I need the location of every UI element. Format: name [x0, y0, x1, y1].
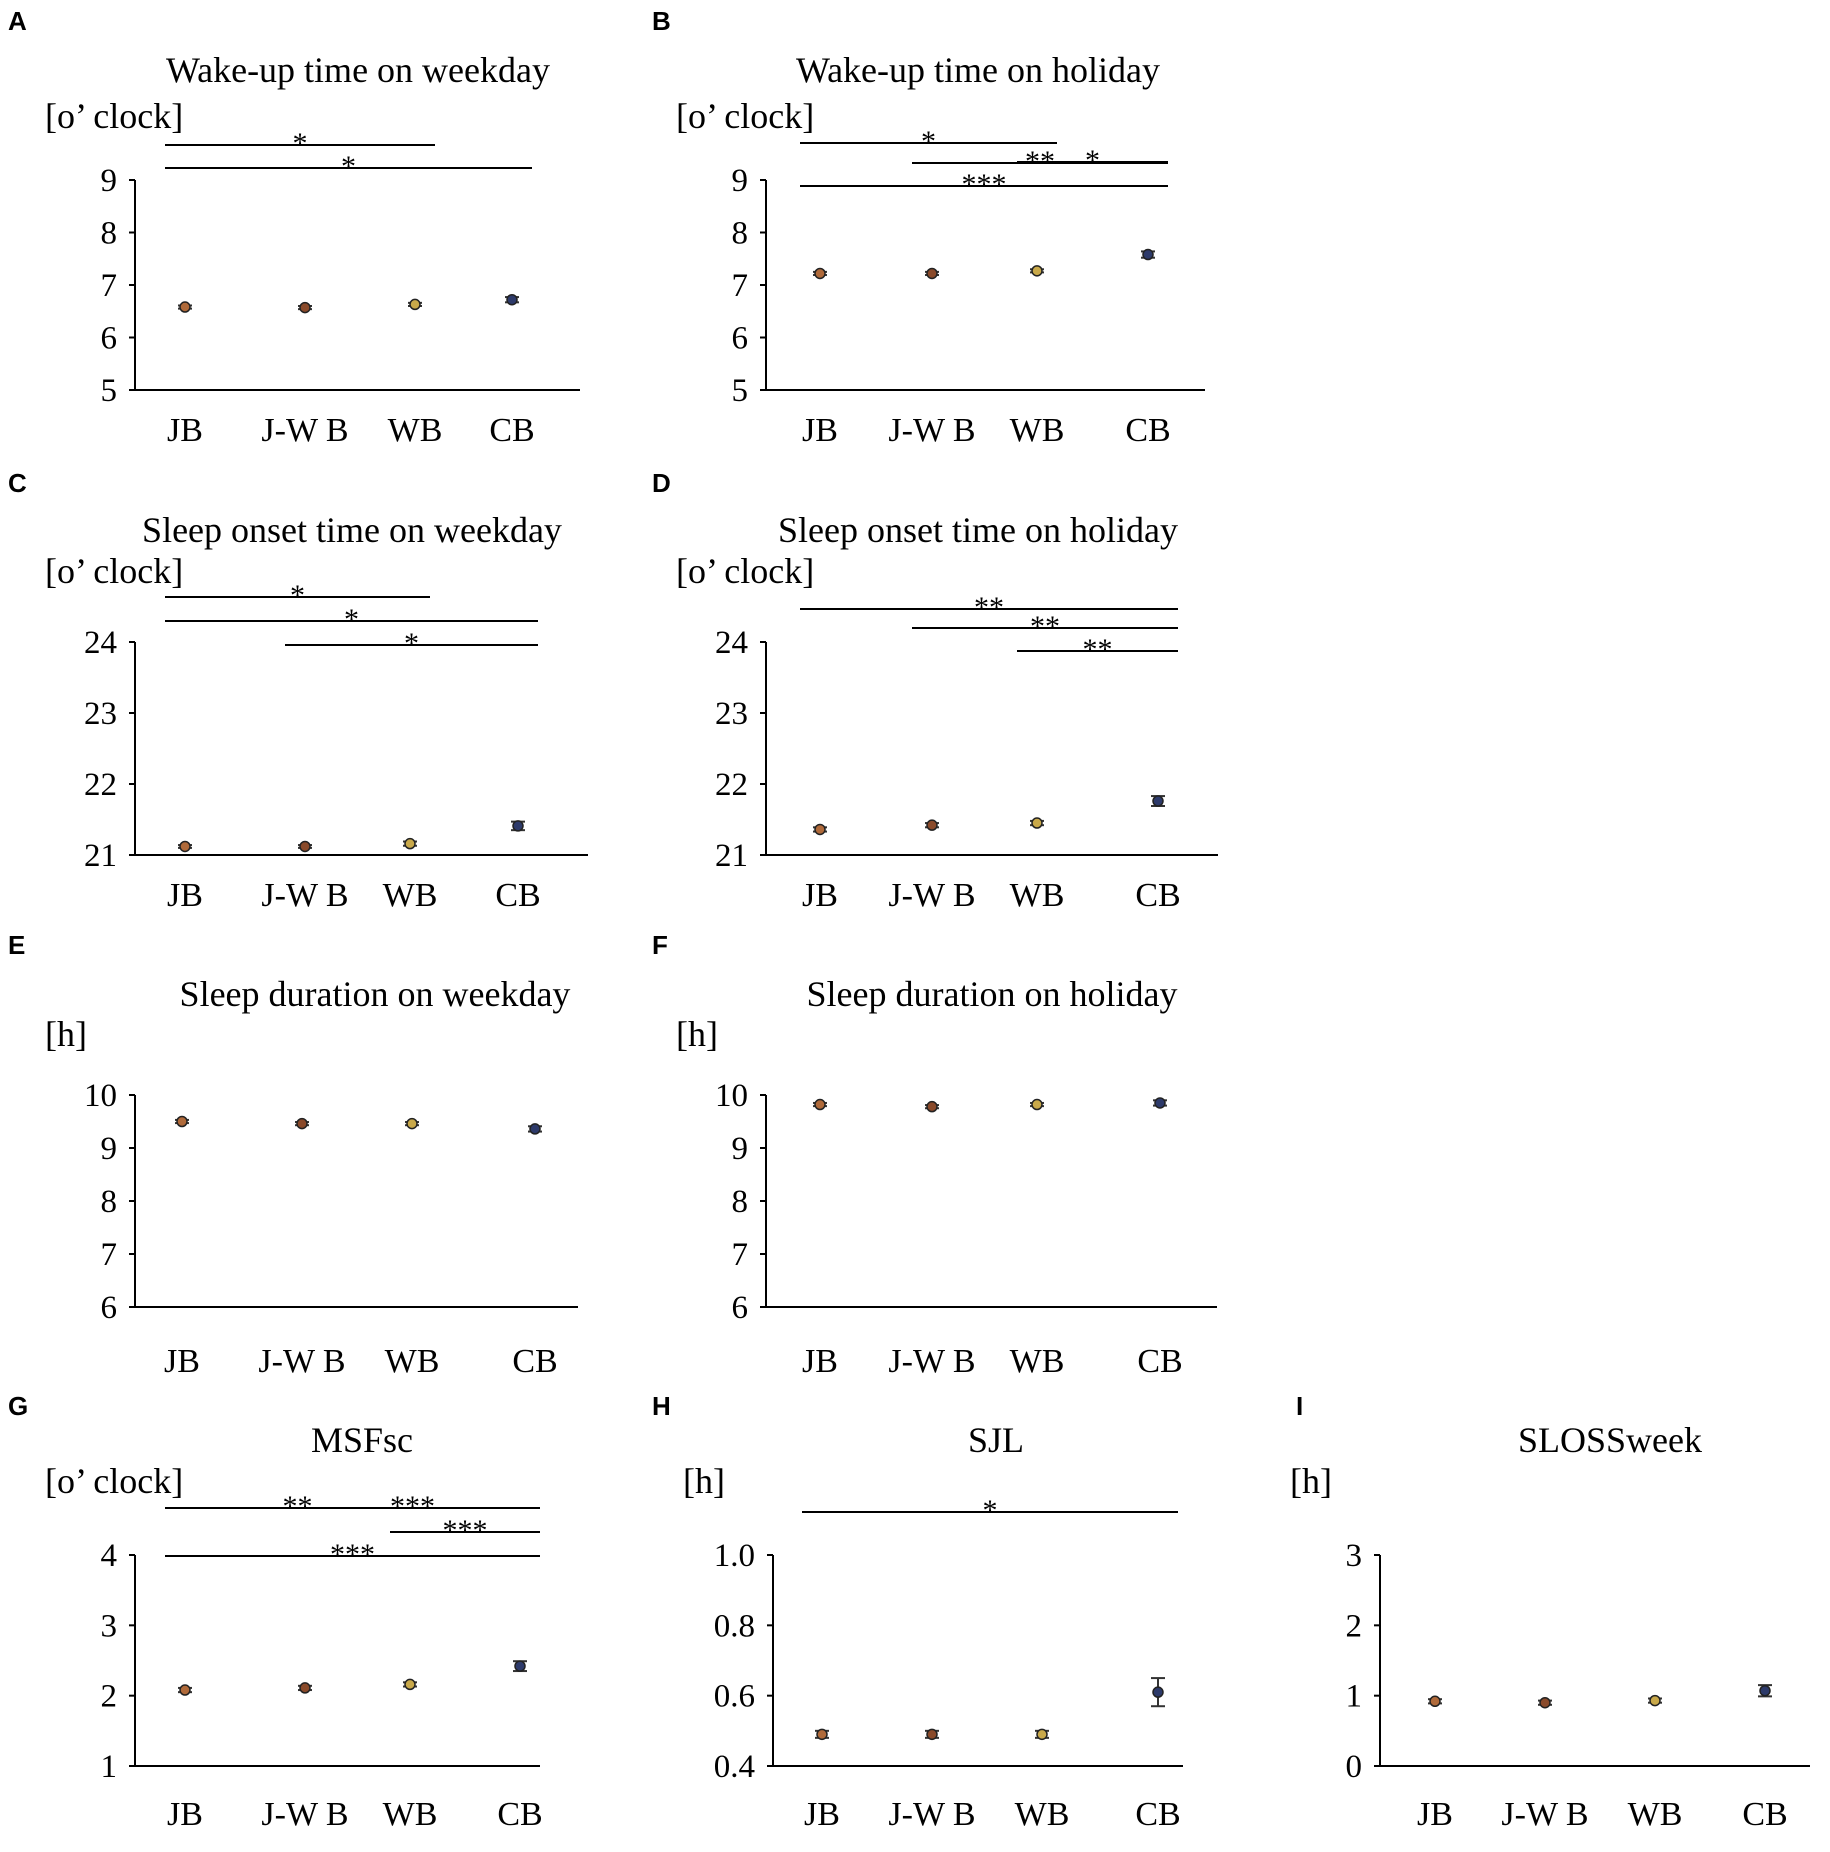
data-point: [297, 1119, 307, 1129]
y-tick-label: 8: [100, 1184, 117, 1220]
y-unit-label: [o’ clock]: [676, 551, 815, 591]
x-category-label: WB: [1014, 1796, 1070, 1833]
y-tick-label: 0: [1345, 1749, 1362, 1785]
x-category-label: WB: [387, 412, 443, 449]
y-unit-label: [o’ clock]: [45, 551, 184, 591]
y-tick-label: 9: [731, 163, 748, 199]
y-tick-label: 8: [731, 215, 748, 252]
x-category-label: JB: [167, 877, 203, 914]
x-category-label: WB: [382, 877, 438, 914]
x-category-label: J-W B: [888, 877, 976, 914]
panel-letter: H: [652, 1391, 671, 1421]
data-point: [180, 1685, 190, 1695]
y-tick-label: 9: [731, 1131, 748, 1167]
panel-h: [652, 1391, 1183, 1833]
y-tick-label: 2: [1345, 1608, 1362, 1645]
data-point: [513, 821, 523, 831]
chart-title: SJL: [967, 1420, 1025, 1460]
x-category-label: JB: [802, 877, 838, 914]
chart-title: Sleep onset time on holiday: [778, 510, 1178, 550]
significance-label: ***: [961, 168, 1007, 201]
y-tick-label: 23: [84, 696, 117, 732]
y-tick-label: 1.0: [713, 1538, 755, 1574]
y-tick-label: 23: [715, 696, 748, 732]
x-category-label: J-W B: [258, 1343, 346, 1380]
y-tick-label: 0.4: [713, 1749, 755, 1785]
x-category-label: J-W B: [261, 412, 349, 449]
x-category-label: CB: [1135, 1796, 1181, 1833]
x-category-label: CB: [1125, 412, 1171, 449]
data-point: [300, 1683, 310, 1693]
data-point: [1153, 1687, 1163, 1697]
y-tick-label: 6: [731, 1290, 748, 1326]
chart-title: MSFsc: [310, 1420, 414, 1460]
panel-letter: A: [8, 6, 27, 36]
chart-title: Wake-up time on weekday: [166, 50, 550, 90]
y-tick-label: 21: [84, 838, 117, 874]
x-category-label: CB: [497, 1796, 543, 1833]
x-category-label: J-W B: [888, 412, 976, 449]
data-point: [507, 295, 517, 305]
data-point: [927, 1102, 937, 1112]
significance-label: **: [1025, 145, 1055, 178]
x-category-label: WB: [1627, 1796, 1683, 1833]
x-category-label: CB: [1137, 1343, 1183, 1380]
data-point: [410, 299, 420, 309]
significance-label: *: [1085, 144, 1100, 177]
chart-title: Sleep onset time on weekday: [142, 510, 562, 550]
y-tick-label: 3: [1345, 1538, 1362, 1574]
y-unit-label: [h]: [1290, 1461, 1332, 1501]
y-tick-label: 3: [100, 1608, 117, 1645]
x-category-label: JB: [167, 1796, 203, 1833]
significance-label: **: [1082, 633, 1113, 666]
x-category-label: CB: [1742, 1796, 1788, 1833]
significance-label: *: [921, 125, 936, 158]
significance-label: *: [404, 627, 419, 660]
x-category-label: CB: [495, 877, 541, 914]
significance-label: **: [282, 1490, 313, 1523]
data-point: [1650, 1696, 1660, 1706]
panel-c: [8, 468, 588, 914]
chart-title: Sleep duration on holiday: [806, 974, 1178, 1014]
data-point: [300, 841, 310, 851]
y-tick-label: 9: [100, 163, 117, 199]
data-point: [180, 841, 190, 851]
panel-letter: I: [1296, 1391, 1304, 1421]
data-point: [1760, 1686, 1770, 1696]
y-tick-label: 22: [715, 767, 748, 803]
significance-label: ***: [390, 1490, 435, 1523]
panel-letter: G: [8, 1391, 29, 1421]
x-category-label: WB: [1009, 877, 1065, 914]
x-category-label: JB: [167, 412, 203, 449]
y-tick-label: 8: [731, 1184, 748, 1220]
y-tick-label: 22: [84, 767, 117, 803]
y-tick-label: 24: [84, 625, 117, 661]
x-category-label: WB: [1009, 1343, 1065, 1380]
y-tick-label: 7: [100, 268, 117, 304]
panel-letter: D: [652, 468, 671, 498]
panel-letter: C: [8, 468, 27, 498]
y-unit-label: [o’ clock]: [676, 96, 815, 136]
data-point: [1032, 818, 1042, 828]
data-point: [927, 1729, 937, 1739]
data-point: [177, 1117, 187, 1127]
y-tick-label: 1: [100, 1749, 117, 1785]
y-tick-label: 0.8: [713, 1608, 755, 1645]
panel-letter: E: [8, 930, 26, 960]
data-point: [530, 1124, 540, 1134]
y-tick-label: 6: [731, 320, 748, 357]
significance-label: *: [290, 579, 305, 612]
panel-b: [652, 6, 1205, 449]
data-point: [180, 302, 190, 312]
y-tick-label: 5: [731, 373, 748, 409]
data-point: [1032, 1100, 1042, 1110]
y-unit-label: [o’ clock]: [45, 1461, 184, 1501]
panel-a: [8, 6, 580, 449]
x-category-label: CB: [489, 412, 535, 449]
significance-label: ***: [442, 1514, 488, 1547]
chart-title: SLOSSweek: [1517, 1420, 1703, 1460]
x-category-label: JB: [802, 1343, 838, 1380]
x-category-label: J-W B: [888, 1343, 976, 1380]
y-unit-label: [h]: [676, 1014, 718, 1054]
data-point: [815, 1100, 825, 1110]
y-unit-label: [o’ clock]: [45, 96, 184, 136]
data-point: [1143, 250, 1153, 260]
y-tick-label: 7: [100, 1237, 117, 1273]
panel-d: [652, 468, 1218, 914]
y-tick-label: 24: [715, 625, 748, 661]
data-point: [1155, 1098, 1165, 1108]
x-category-label: JB: [802, 412, 838, 449]
x-category-label: WB: [384, 1343, 440, 1380]
y-tick-label: 0.6: [713, 1678, 755, 1715]
x-category-label: WB: [382, 1796, 438, 1833]
y-tick-label: 9: [100, 1131, 117, 1167]
significance-label: **: [974, 591, 1004, 624]
y-tick-label: 2: [100, 1678, 117, 1715]
x-category-label: J-W B: [888, 1796, 976, 1833]
data-point: [815, 268, 825, 278]
x-category-label: CB: [1135, 877, 1181, 914]
data-point: [405, 1679, 415, 1689]
data-point: [1430, 1696, 1440, 1706]
significance-label: **: [1030, 610, 1060, 643]
significance-label: *: [982, 1494, 998, 1527]
y-tick-label: 7: [731, 1237, 748, 1273]
significance-label: *: [344, 603, 359, 636]
y-tick-label: 1: [1345, 1678, 1362, 1715]
data-point: [1153, 796, 1163, 806]
data-point: [407, 1119, 417, 1129]
y-tick-label: 6: [100, 320, 117, 357]
x-category-label: CB: [512, 1343, 558, 1380]
y-tick-label: 21: [715, 838, 748, 874]
x-category-label: WB: [1009, 412, 1065, 449]
panel-letter: F: [652, 930, 668, 960]
y-tick-label: 10: [715, 1078, 748, 1114]
y-tick-label: 7: [731, 268, 748, 304]
x-category-label: J-W B: [261, 1796, 349, 1833]
y-unit-label: [h]: [683, 1461, 725, 1501]
significance-label: *: [292, 127, 308, 160]
significance-label: ***: [330, 1538, 375, 1571]
data-point: [1037, 1729, 1047, 1739]
x-category-label: J-W B: [1501, 1796, 1589, 1833]
data-point: [815, 824, 825, 834]
y-unit-label: [h]: [45, 1014, 87, 1054]
y-tick-label: 5: [100, 373, 117, 409]
data-point: [927, 268, 937, 278]
chart-title: Sleep duration on weekday: [179, 974, 571, 1014]
x-category-label: J-W B: [261, 877, 349, 914]
panel-i: [1290, 1391, 1810, 1833]
panel-f: [652, 930, 1217, 1380]
y-tick-label: 4: [100, 1538, 117, 1574]
data-point: [1032, 266, 1042, 276]
data-point: [300, 303, 310, 313]
y-tick-label: 10: [84, 1078, 117, 1114]
data-point: [405, 839, 415, 849]
data-point: [817, 1729, 827, 1739]
panel-e: [8, 930, 578, 1380]
x-category-label: JB: [164, 1343, 200, 1380]
y-tick-label: 8: [100, 215, 117, 252]
panel-g: [8, 1391, 543, 1833]
data-point: [515, 1661, 525, 1671]
panel-letter: B: [652, 6, 671, 36]
y-tick-label: 6: [100, 1290, 117, 1326]
data-point: [1540, 1698, 1550, 1708]
significance-label: *: [341, 150, 356, 183]
data-point: [927, 820, 937, 830]
chart-title: Wake-up time on holiday: [795, 50, 1161, 90]
x-category-label: JB: [804, 1796, 840, 1833]
x-category-label: JB: [1417, 1796, 1453, 1833]
